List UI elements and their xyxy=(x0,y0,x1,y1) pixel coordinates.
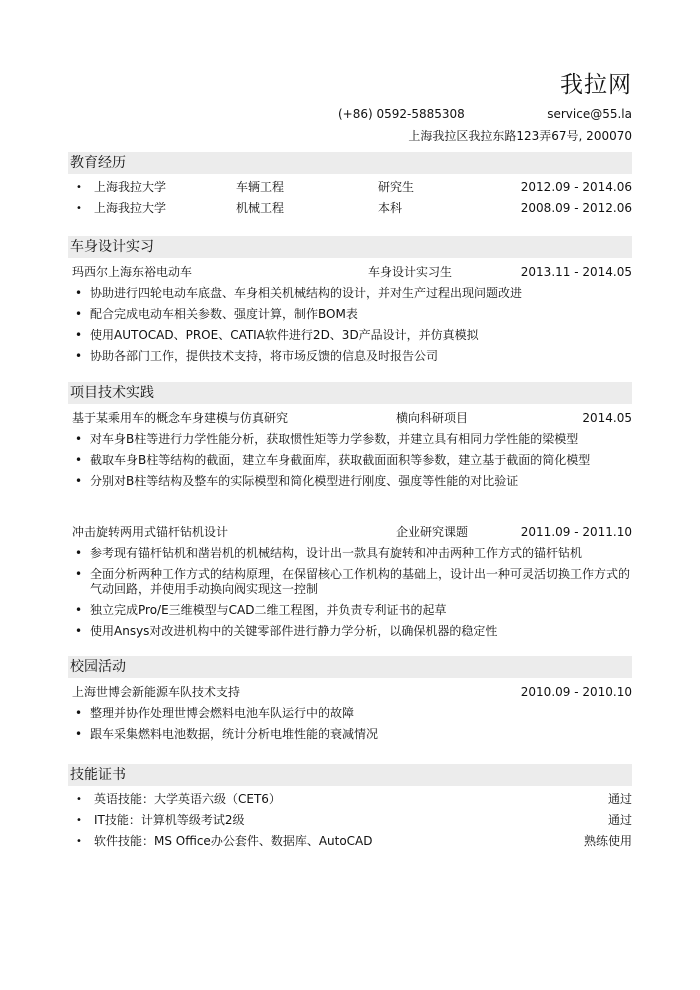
list-item: • 跟车采集燃料电池数据，统计分析电堆性能的衰减情况 xyxy=(68,724,632,745)
major: 车辆工程 xyxy=(236,180,285,194)
list-item: • 协助进行四轮电动车底盘、车身相关机械结构的设计，并对生产过程出现问题改进 xyxy=(68,283,632,304)
skill-level: 通过 xyxy=(607,792,632,806)
list-item: • 使用Ansys对改进机构中的关键零部件进行静力学分析，以确保机器的稳定性 xyxy=(68,621,632,642)
list-item: • 截取车身B柱等结构的截面，建立车身截面库，获取截面面积等参数，建立基于截面的简化模型 xyxy=(68,450,632,471)
skill-text: 软件技能：MS Office办公套件、数据库、AutoCAD xyxy=(94,834,373,848)
major: 机械工程 xyxy=(236,201,285,215)
candidate-name: 我拉网 xyxy=(560,72,632,98)
list-item: • 独立完成Pro/E三维模型与CAD二维工程图，并负责专利证书的起草 xyxy=(68,600,632,621)
date-range: 2008.09 - 2012.06 xyxy=(520,201,632,215)
skill-row xyxy=(68,810,632,831)
list-item: • 分别对B柱等结构及整车的实际模型和简化模型进行刚度、强度等性能的对比验证 xyxy=(68,471,632,492)
education-section xyxy=(68,152,632,219)
date-range: 2012.09 - 2014.06 xyxy=(520,180,632,194)
contact-row xyxy=(68,107,632,123)
skill-level: 熟练使用 xyxy=(583,834,632,848)
date-range: 2013.11 - 2014.05 xyxy=(520,265,632,279)
list-item: • 使用AUTOCAD、PROE、CATIA软件进行2D、3D产品设计，并仿真模拟 xyxy=(68,325,632,346)
email-address: service@55.la xyxy=(547,107,632,121)
bullet-icon: • xyxy=(76,815,82,826)
education-row xyxy=(68,198,632,219)
list-item: • 参考现有锚杆钻机和凿岩机的机械结构，设计出一款具有旋转和冲击两种工作方式的锚杆钻机 xyxy=(68,543,632,564)
activity-header xyxy=(68,682,632,703)
bullet-icon: • xyxy=(76,182,82,193)
school: 上海我拉大学 xyxy=(94,180,167,194)
activity-name: 上海世博会新能源车队技术支持 xyxy=(72,685,241,699)
degree: 本科 xyxy=(378,201,403,215)
section-title: 校园活动 xyxy=(68,656,632,678)
education-row xyxy=(68,177,632,198)
list-item: • 整理并协作处理世博会燃料电池车队运行中的故障 xyxy=(68,703,632,724)
campus-section xyxy=(68,656,632,745)
bullet-list xyxy=(68,703,632,745)
date-range: 2010.09 - 2010.10 xyxy=(520,685,632,699)
list-item: • 对车身B柱等进行力学性能分析，获取惯性矩等力学参数，并建立具有相同力学性能的梁模型 xyxy=(68,429,632,450)
list-item: • 协助各部门工作，提供技术支持，将市场反馈的信息及时报告公司 xyxy=(68,346,632,367)
bullet-list xyxy=(68,429,632,492)
bullet-icon: • xyxy=(76,794,82,805)
project-type: 横向科研项目 xyxy=(396,411,469,425)
skills-section xyxy=(68,764,632,852)
skill-level: 通过 xyxy=(607,813,632,827)
skill-row xyxy=(68,789,632,810)
section-title: 教育经历 xyxy=(68,152,632,174)
project-name: 基于某乘用车的概念车身建模与仿真研究 xyxy=(72,411,289,425)
bullet-icon: • xyxy=(76,836,82,847)
internship-section xyxy=(68,236,632,367)
project-header xyxy=(68,522,632,543)
project-header xyxy=(68,408,632,429)
job-header xyxy=(68,262,632,283)
section-title: 车身设计实习 xyxy=(68,236,632,258)
skill-text: IT技能：计算机等级考试2级 xyxy=(94,813,245,827)
company-name: 玛西尔上海东裕电动车 xyxy=(72,265,193,279)
degree: 研究生 xyxy=(378,180,415,194)
section-title: 项目技术实践 xyxy=(68,382,632,404)
job-role: 车身设计实习生 xyxy=(368,265,453,279)
bullet-list xyxy=(68,283,632,367)
list-item: • 配合完成电动车相关参数、强度计算，制作BOM表 xyxy=(68,304,632,325)
project-name: 冲击旋转两用式锚杆钻机设计 xyxy=(72,525,229,539)
skill-row xyxy=(68,831,632,852)
postal-address: 上海我拉区我拉东路123弄67号, 200070 xyxy=(408,129,632,143)
bullet-list xyxy=(68,543,632,642)
project-type: 企业研究课题 xyxy=(396,525,469,539)
school: 上海我拉大学 xyxy=(94,201,167,215)
phone-number: (+86) 0592-5885308 xyxy=(338,107,465,121)
bullet-icon: • xyxy=(76,203,82,214)
section-title: 技能证书 xyxy=(68,764,632,786)
date-range: 2014.05 xyxy=(582,411,632,425)
projects-section xyxy=(68,382,632,642)
skill-text: 英语技能：大学英语六级（CET6） xyxy=(94,792,281,806)
list-item: • 全面分析两种工作方式的结构原理，在保留核心工作机构的基础上，设计出一种可灵活切换工作方式的气动回路，并使用手动换向阀实现这一控制 xyxy=(68,564,632,600)
date-range: 2011.09 - 2011.10 xyxy=(520,525,632,539)
